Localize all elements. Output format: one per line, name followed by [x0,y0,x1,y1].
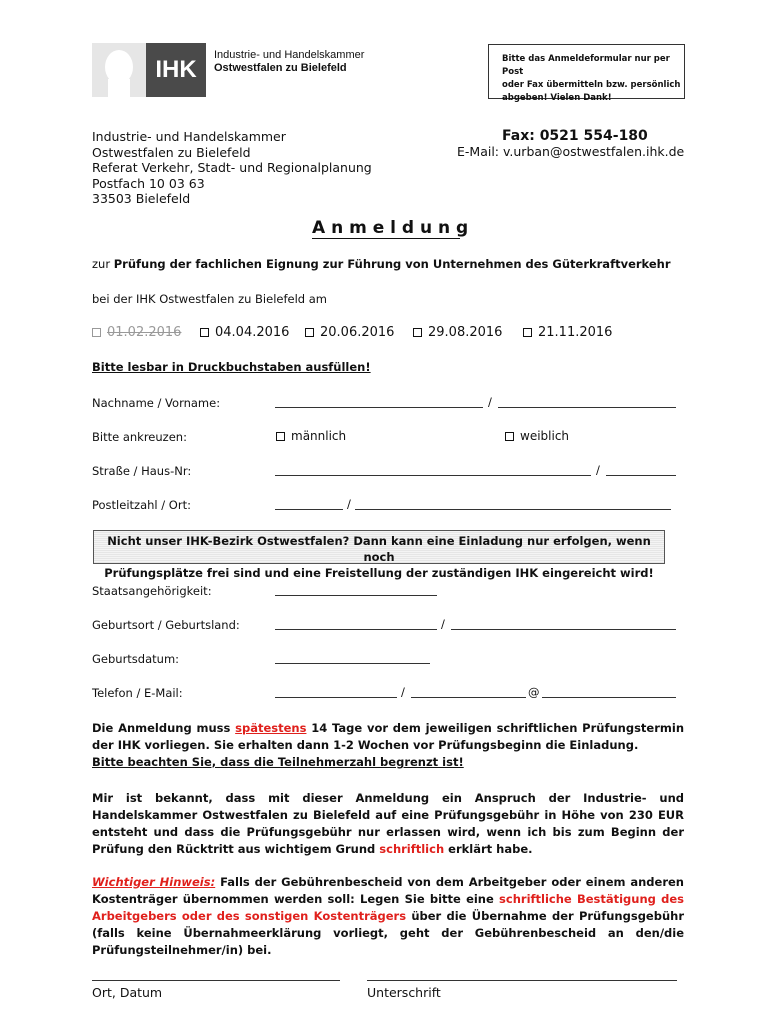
birthplace-label: Geburtsort / Geburtsland: [92,618,240,632]
logo-line1: Industrie- und Handelskammer [214,49,365,61]
instruction-text: Bitte lesbar in Druckbuchstaben ausfüllen! [92,360,371,374]
address-line2: Ostwestfalen zu Bielefeld [92,144,251,160]
checkbox-icon[interactable] [276,432,285,441]
zip-label: Postleitzahl / Ort: [92,498,191,512]
exam-location: bei der IHK Ostwestfalen zu Bielefeld am [92,292,327,306]
contact-email: E-Mail: v.urban@ostwestfalen.ihk.de [457,144,685,159]
date-label: 29.08.2016 [428,325,503,340]
nationality-label: Staatsangehörigkeit: [92,584,212,598]
ihk-logo [92,43,365,97]
email-domain-field[interactable] [542,697,676,698]
silhouette-icon [92,43,146,97]
email-user-field[interactable] [411,697,526,698]
tick-label: Bitte ankreuzen: [92,430,187,444]
submission-note-line2: oder Fax übermitteln bzw. persönlich [502,80,681,90]
checkbox-icon[interactable] [200,328,209,337]
birthplace-separator: / [441,617,445,631]
address-line1: Industrie- und Handelskammer [92,129,286,144]
deadline-text-a: Die Anmeldung muss [92,721,236,735]
fee-paragraph [92,790,684,858]
birthcountry-field[interactable] [451,629,676,630]
date-option-3[interactable] [305,325,394,340]
submission-note-box [488,44,685,103]
date-option-1[interactable] [92,325,181,340]
phone-field[interactable] [275,697,397,698]
title-underline [312,238,460,239]
phone-label: Telefon / E-Mail: [92,686,183,700]
email-at-sign: @ [528,685,540,699]
birthdate-field[interactable] [275,663,430,664]
signature-label: Unterschrift [367,985,441,1000]
fee-emphasis: schriftlich [379,842,445,856]
birthplace-field[interactable] [275,629,437,630]
important-note-emphasis: schriftliche Bestätigung des Arbeitgebers oder des sonstigen Kostenträgers [92,892,685,923]
date-option-2[interactable] [200,325,289,340]
important-note-paragraph [92,874,684,959]
checkbox-icon[interactable] [505,432,514,441]
subtitle-prefix: zur [92,257,111,271]
phone-separator: / [401,685,405,699]
street-separator: / [596,463,600,477]
zip-separator: / [347,497,351,511]
address-line5: 33503 Bielefeld [92,191,191,206]
address-line4: Postfach 10 03 63 [92,175,205,191]
submission-note-line1: Bitte das Anmeldeformular nur per Post [502,54,670,77]
gender-female-label: weiblich [520,429,570,443]
deadline-text-c: 14 Tage vor dem jeweiligen schriftlichen Prüfungstermin der IHK vorliegen. Sie erhalten dann 1-2 Wochen vor Prüfungsbeginn die Einladung. [92,721,684,752]
page-title: A n m e l d u n g [312,218,469,238]
name-label: Nachname / Vorname: [92,396,221,410]
place-date-label: Ort, Datum [92,985,163,1000]
important-note-text-d: über die Übernahme der Prüfungsgebühr (falls keine Übernahmeerklärung vorliegt, geht der Gebührenbescheid an den/die Prüfungsteilnehmer/in) bei. [92,909,685,957]
date-option-4[interactable] [413,325,502,340]
district-notice-line1: Nicht unser IHK-Bezirk Ostwestfalen? Dann kann eine Einladung nur erfolgen, wenn noch [107,534,651,564]
date-label: 20.06.2016 [320,325,395,340]
street-field[interactable] [275,475,591,476]
limited-seats-note: Bitte beachten Sie, dass die Teilnehmerzahl begrenzt ist! [92,755,464,769]
logo-line2: Ostwestfalen zu Bielefeld [214,62,347,74]
place-date-field[interactable] [92,980,340,981]
checkbox-icon[interactable] [92,328,101,337]
fee-text-c: erklärt habe. [444,842,533,856]
submission-note-line3: abgeben! Vielen Dank! [502,93,612,103]
gender-male-option[interactable] [276,429,346,443]
checkbox-icon[interactable] [523,328,532,337]
ihk-logo-mark: IHK [146,43,206,97]
address-line3: Referat Verkehr, Stadt- und Regionalplanung [92,160,372,175]
fax-number: Fax: 0521 554-180 [502,128,648,144]
subtitle-exam-name: Prüfung der fachlichen Eignung zur Führung von Unternehmen des Güterkraftverkehr [113,257,671,271]
important-note-heading: Wichtiger Hinweis: [92,875,216,889]
housenumber-field[interactable] [606,475,676,476]
district-notice-line2: Prüfungsplätze frei sind und eine Freistellung der zuständigen IHK eingereicht wird! [104,566,654,580]
exam-subtitle [92,257,671,271]
firstname-field[interactable] [498,407,676,408]
deadline-emphasis: spätestens [235,721,307,735]
deadline-paragraph [92,720,684,771]
zip-field[interactable] [275,509,343,510]
date-label: 21.11.2016 [538,325,613,340]
checkbox-icon[interactable] [305,328,314,337]
date-label: 04.04.2016 [215,325,290,340]
date-option-5[interactable] [523,325,612,340]
date-label: 01.02.2016 [107,325,182,340]
name-separator: / [488,395,492,409]
important-note-text-b: Falls der Gebührenbescheid von dem Arbeitgeber oder einem anderen Kostenträger übernommen werden soll: Legen Sie bitte eine [92,875,684,906]
lastname-field[interactable] [275,407,483,408]
street-label: Straße / Haus-Nr: [92,464,192,478]
nationality-field[interactable] [275,595,437,596]
checkbox-icon[interactable] [413,328,422,337]
district-notice [93,530,665,580]
birthdate-label: Geburtsdatum: [92,652,180,666]
gender-male-label: männlich [291,429,347,443]
fee-text-a: Mir ist bekannt, dass mit dieser Anmeldung ein Anspruch der Industrie- und Handelskammer Ostwestfalen zu Bielefeld auf eine Prüfungsgebühr in Höhe von 230 EUR entsteht und dass die Prüfungsgebühr nur erlassen wird, wenn ich bis zum Beginn der Prüfung den Rücktritt aus wichtigem Grund [92,791,684,856]
city-field[interactable] [355,509,671,510]
gender-female-option[interactable] [505,429,569,443]
address-block [92,129,372,207]
signature-field[interactable] [367,980,677,981]
